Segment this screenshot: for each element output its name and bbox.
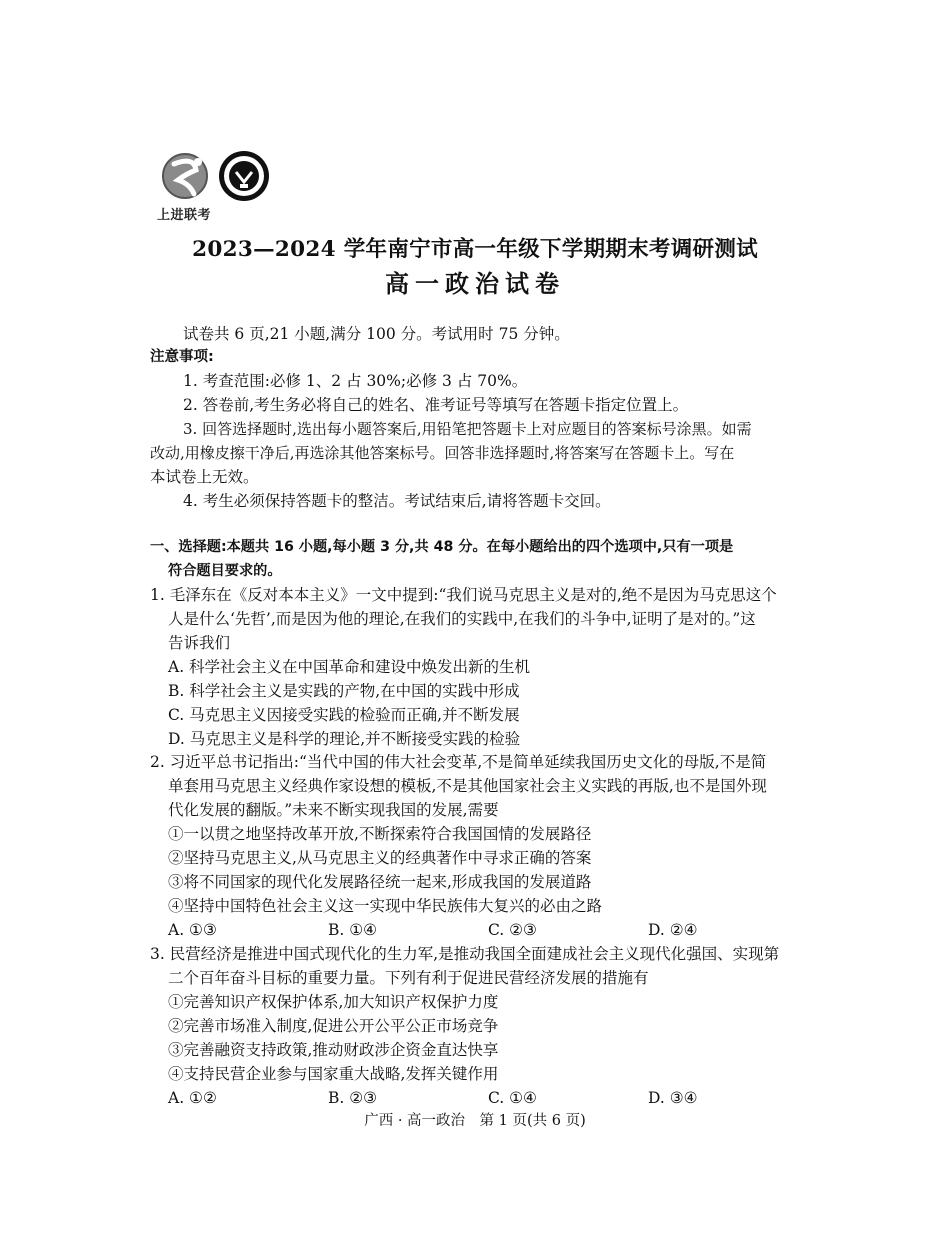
q2-option-b: B. ①④ xyxy=(328,921,378,939)
q1-option-d: D. 马克思主义是科学的理论,并不断接受实践的检验 xyxy=(168,730,521,748)
q3-options xyxy=(168,1088,788,1108)
q2-stem-cont: 单套用马克思主义经典作家设想的模板,不是其他国家社会主义实践的再版,也不是国外现 xyxy=(168,777,767,795)
notice-item-2: 2. 答卷前,考生务必将自己的姓名、准考证号等填写在答题卡指定位置上。 xyxy=(183,396,689,414)
q3-statement-3: ③完善融资支持政策,推动财政涉企资金直达快享 xyxy=(168,1041,499,1059)
notice-item-4: 4. 考生必须保持答题卡的整洁。考试结束后,请将答题卡交回。 xyxy=(183,492,611,510)
q3-statement-4: ④支持民营企业参与国家重大战略,发挥关键作用 xyxy=(168,1065,499,1083)
q3-option-c: C. ①④ xyxy=(488,1089,537,1107)
q2-stem: 2. 习近平总书记指出:“当代中国的伟大社会变革,不是简单延续我国历史文化的母版,不是简 xyxy=(150,753,767,771)
q2-statement-4: ④坚持中国特色社会主义这一实现中华民族伟大复兴的必由之路 xyxy=(168,897,603,915)
page-footer: 广西 · 高一政治 第 1 页(共 6 页) xyxy=(364,1113,586,1129)
notice-heading: 注意事项: xyxy=(150,349,214,365)
q3-statement-2: ②完善市场准入制度,促进公开公平公正市场竞争 xyxy=(168,1017,499,1035)
section-heading-cont: 符合题目要求的。 xyxy=(168,563,282,579)
q3-stem-cont: 二个百年奋斗目标的重要力量。下列有利于促进民营经济发展的措施有 xyxy=(168,969,649,987)
q1-option-c: C. 马克思主义因接受实践的检验而正确,并不断发展 xyxy=(168,706,520,724)
notice-item-1: 1. 考查范围:必修 1、2 占 30%;必修 3 占 70%。 xyxy=(183,372,528,390)
q2-options xyxy=(168,920,788,940)
notice-item-3-cont2: 本试卷上无效。 xyxy=(150,468,259,486)
q3-option-a: A. ①② xyxy=(168,1089,217,1107)
q2-statement-3: ③将不同国家的现代化发展路径统一起来,形成我国的发展道路 xyxy=(168,873,592,891)
q1-option-b: B. 科学社会主义是实践的产物,在中国的实践中形成 xyxy=(168,682,520,700)
q2-option-a: A. ①③ xyxy=(168,921,217,939)
notice-item-3: 3. 回答选择题时,选出每小题答案后,用铅笔把答题卡上对应题目的答案标号涂黑。如需 xyxy=(183,420,752,438)
logo-caption: 上进联考 xyxy=(157,208,212,223)
q2-option-c: C. ②③ xyxy=(488,921,537,939)
notice-item-3-cont: 改动,用橡皮擦干净后,再选涂其他答案标号。回答非选择题时,将答案写在答题卡上。写在 xyxy=(150,444,735,462)
q1-stem-cont: 人是什么‘先哲’,而是因为他的理论,在我们的实践中,在我们的斗争中,证明了是对的。”这 xyxy=(168,610,756,628)
q3-stem: 3. 民营经济是推进中国式现代化的生力军,是推动我国全面建成社会主义现代化强国、实现第 xyxy=(150,945,780,963)
intro-text: 试卷共 6 页,21 小题,满分 100 分。考试用时 75 分钟。 xyxy=(183,325,570,343)
section-heading: 一、选择题:本题共 16 小题,每小题 3 分,共 48 分。在每小题给出的四个选项中,只有一项是 xyxy=(150,539,734,555)
q3-statement-1: ①完善知识产权保护体系,加大知识产权保护力度 xyxy=(168,993,499,1011)
q1-stem: 1. 毛泽东在《反对本本主义》一文中提到:“我们说马克思主义是对的,绝不是因为马克思这个 xyxy=(150,586,777,604)
q2-statement-1: ①一以贯之地坚持改革开放,不断探索符合我国国情的发展路径 xyxy=(168,825,592,843)
q1-option-a: A. 科学社会主义在中国革命和建设中焕发出新的生机 xyxy=(168,658,531,676)
q2-option-d: D. ②④ xyxy=(648,921,698,939)
q1-stem-cont2: 告诉我们 xyxy=(168,634,231,652)
q2-stem-cont2: 代化发展的翻版。”未来不断实现我国的发展,需要 xyxy=(168,801,499,819)
q3-option-b: B. ②③ xyxy=(328,1089,378,1107)
q3-option-d: D. ③④ xyxy=(648,1089,698,1107)
q2-statement-2: ②坚持马克思主义,从马克思主义的经典著作中寻求正确的答案 xyxy=(168,849,592,867)
subject-title: 高一政治试卷 xyxy=(385,270,565,298)
exam-title: 2023—2024 学年南宁市高一年级下学期期末考调研测试 xyxy=(192,237,758,262)
